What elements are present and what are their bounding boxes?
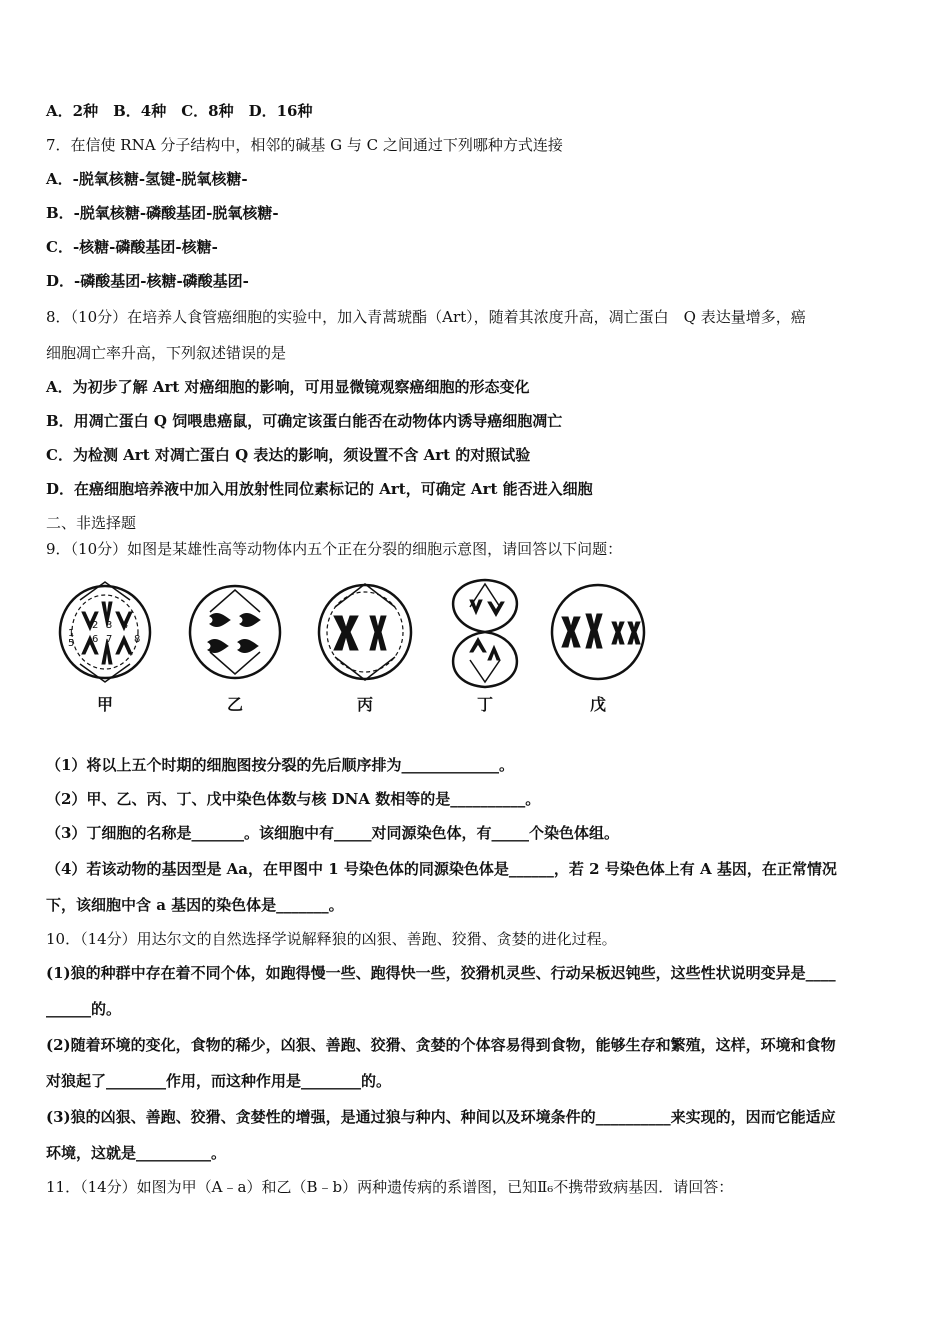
- q6-options: A．2种 B．4种 C．8种 D．16种: [46, 102, 313, 120]
- q8-option-d: D．在癌细胞培养液中加入用放射性同位素标记的 Art，可确定 Art 能否进入细胞: [46, 480, 593, 498]
- q8-stem-line2: 细胞凋亡率升高，下列叙述错误的是: [46, 344, 287, 362]
- q7-option-a: A．-脱氧核糖-氢键-脱氧核糖-: [46, 170, 248, 188]
- q9-sub3: （3）丁细胞的名称是_______。该细胞中有_____对同源染色体，有_____个染色体组。: [46, 824, 619, 842]
- q7-option-c: C．-核糖-磷酸基团-核糖-: [46, 238, 218, 256]
- figure-label-bing: 丙: [356, 695, 374, 714]
- cell-division-diagram: [50, 572, 660, 722]
- q9-sub4-line2: 下，该细胞中含 a 基因的染色体是_______。: [46, 896, 344, 914]
- chromosome-number-8: 8: [134, 634, 141, 645]
- q10-sub3-line1: (3)狼的凶狠、善跑、狡猾、贪婪性的增强，是通过狼与种内、种间以及环境条件的__________来实现的，因而它能适应: [46, 1108, 836, 1126]
- chromosome-number-5: 5: [68, 638, 75, 649]
- chromosome-number-3: 3: [106, 620, 113, 631]
- q8-option-a: A．为初步了解 Art 对癌细胞的影响，可用显微镜观察癌细胞的形态变化: [46, 378, 530, 396]
- q9-sub2: （2）甲、乙、丙、丁、戊中染色体数与核 DNA 数相等的是__________。: [46, 790, 541, 808]
- chromosome-number-2: 2: [92, 620, 99, 631]
- section-heading: 二、非选择题: [46, 514, 137, 532]
- cell-bing: [319, 584, 411, 680]
- chromosome-number-7: 7: [106, 634, 113, 645]
- chromosome-number-1: 1: [68, 628, 75, 639]
- figure-label-wu: 戊: [589, 695, 607, 714]
- cell-yi: [190, 586, 280, 678]
- q10-sub2-line1: (2)随着环境的变化，食物的稀少，凶狠、善跑、狡猾、贪婪的个体容易得到食物，能够生存和繁殖，这样，环境和食物: [46, 1036, 836, 1054]
- q9-sub1: （1）将以上五个时期的细胞图按分裂的先后顺序排为_____________。: [46, 756, 514, 774]
- q11-stem: 11．（14分）如图为甲（A﹣a）和乙（B﹣b）两种遗传病的系谱图，已知Ⅱ₆不携带致病基因．请回答：: [46, 1178, 734, 1196]
- q10-stem: 10．（14分）用达尔文的自然选择学说解释狼的凶狠、善跑、狡猾、贪婪的进化过程。: [46, 930, 617, 948]
- figure-label-yi: 乙: [226, 695, 244, 714]
- q10-sub1-line2: ______的。: [46, 1000, 122, 1018]
- chromosome-number-6: 6: [92, 634, 99, 645]
- cell-division-figure: [50, 572, 660, 722]
- figure-label-ding: 丁: [476, 695, 494, 714]
- q8-option-c: C．为检测 Art 对凋亡蛋白 Q 表达的影响，须设置不含 Art 的对照试验: [46, 446, 531, 464]
- q10-sub1-line1: (1)狼的种群中存在着不同个体，如跑得慢一些、跑得快一些，狡猾机灵些、行动呆板迟钝些，这些性状说明变异是____: [46, 964, 836, 982]
- q10-sub3-line2: 环境，这就是__________。: [46, 1144, 227, 1162]
- q7-stem: 7．在信使 RNA 分子结构中，相邻的碱基 G 与 C 之间通过下列哪种方式连接: [46, 136, 563, 154]
- q7-option-d: D．-磷酸基团-核糖-磷酸基团-: [46, 272, 249, 290]
- q9-sub4-line1: （4）若该动物的基因型是 Aa，在甲图中 1 号染色体的同源染色体是______，若 2 号染色体上有 A 基因，在正常情况: [46, 860, 837, 878]
- chromosome-number-4: 4: [122, 620, 129, 631]
- figure-label-jia: 甲: [96, 695, 114, 714]
- q7-option-b: B．-脱氧核糖-磷酸基团-脱氧核糖-: [46, 204, 279, 222]
- q8-stem-line1: 8．（10分）在培养人食管癌细胞的实验中，加入青蒿琥酯（Art），随着其浓度升高，凋亡蛋白 Q 表达量增多，癌: [46, 308, 806, 326]
- q10-sub2-line2: 对狼起了________作用，而这种作用是________的。: [46, 1072, 392, 1090]
- cell-ding: [453, 580, 517, 687]
- q9-stem: 9．（10分）如图是某雄性高等动物体内五个正在分裂的细胞示意图，请回答以下问题：: [46, 540, 623, 558]
- q8-option-b: B．用凋亡蛋白 Q 饲喂患癌鼠，可确定该蛋白能否在动物体内诱导癌细胞凋亡: [46, 412, 563, 430]
